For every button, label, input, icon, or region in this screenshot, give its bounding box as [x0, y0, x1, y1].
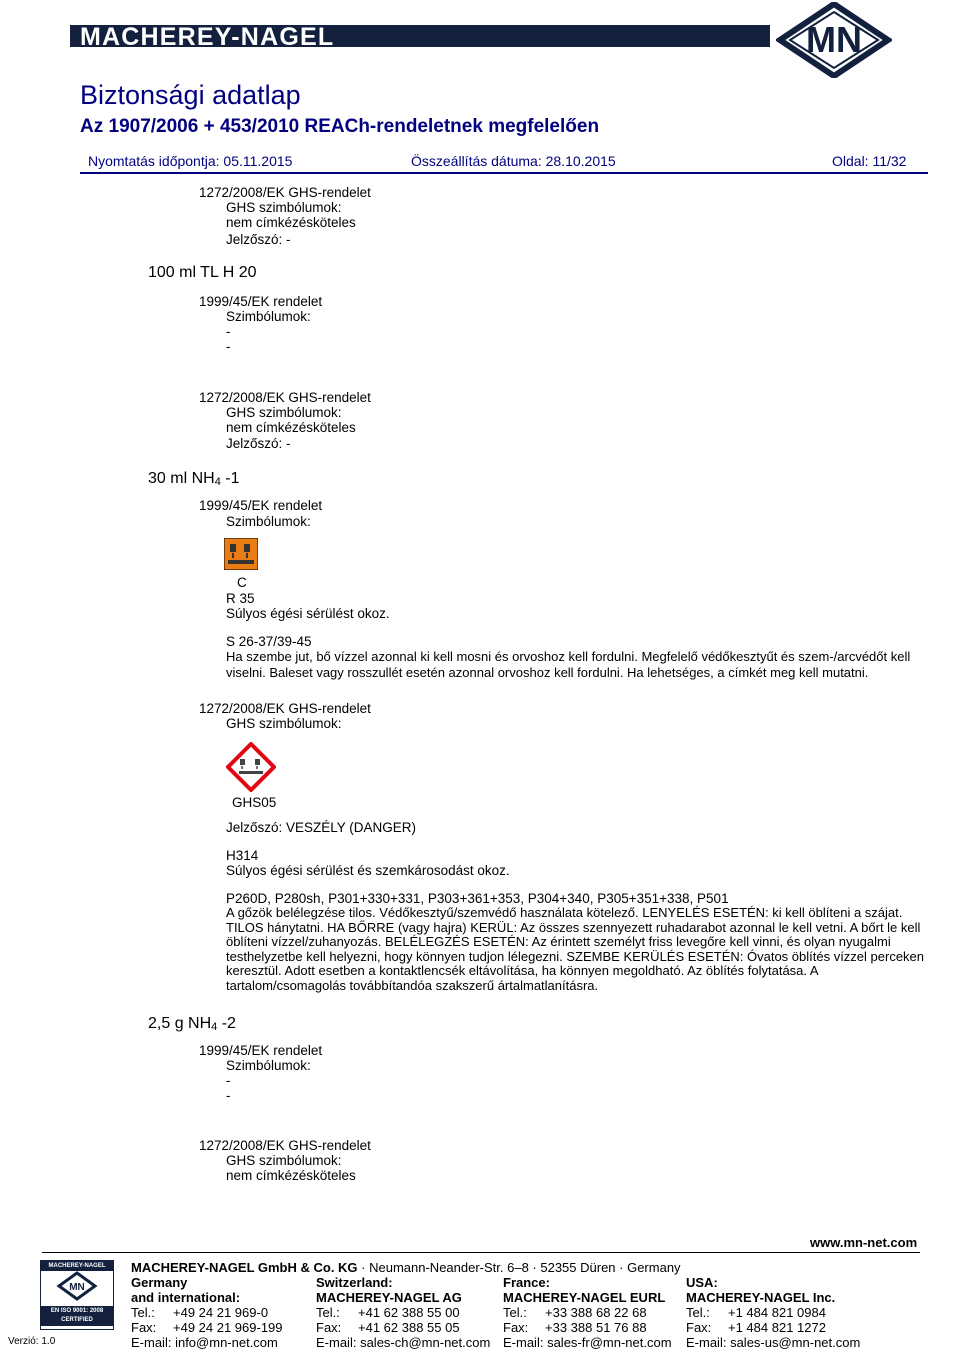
compile-date: Összeállítás dátuma: 28.10.2015 — [411, 153, 616, 169]
symbols-label: Szimbólumok: — [226, 309, 311, 324]
s-phrase-text: Ha szembe jut, bő vízzel azonnal ki kell mosni és orvoshoz kell fordulni. Megfelelő védőkesztyűt és szem-/arcvédőt kell viselni. Baleset vagy rosszullét esetén azonnal orvoshoz kell fordulni. Ha lehetséges, a címkét meg kell mutatni. — [226, 649, 911, 680]
phone-number: +1 484 821 0984 — [728, 1305, 826, 1320]
version-label: Verzió: 1.0 — [8, 1336, 56, 1347]
col-heading: Germany — [131, 1275, 188, 1290]
col-heading: USA: — [686, 1275, 718, 1290]
ghs-symbols-label: GHS szimbólumok: — [226, 405, 342, 420]
symbols-label: Szimbólumok: — [226, 514, 311, 529]
h-statement-text: Súlyos égési sérülést és szemkárosodást okoz. — [226, 863, 510, 878]
fax-number: +49 24 21 969-199 — [173, 1320, 283, 1335]
s-phrase-code: S 26-37/39-45 — [226, 634, 312, 649]
product-name: 2,5 g NH4 -2 — [148, 1015, 236, 1033]
email-link[interactable]: sales-fr@mn-net.com — [547, 1335, 672, 1350]
r-phrase-text: Súlyos égési sérülést okoz. — [226, 606, 390, 621]
col-subheading: MACHEREY-NAGEL Inc. — [686, 1290, 836, 1305]
company-name: MACHEREY-NAGEL GmbH & Co. KG — [131, 1260, 358, 1275]
website-link[interactable]: www.mn-net.com — [810, 1235, 918, 1250]
corrosive-hazard-icon — [224, 538, 258, 570]
ghs-symbols-label: GHS szimbólumok: — [226, 1153, 342, 1168]
ghs-symbols-label: GHS szimbólumok: — [226, 200, 342, 215]
ghs-regulation-label: 1272/2008/EK GHS-rendelet — [199, 390, 371, 405]
email-link[interactable]: info@mn-net.com — [175, 1335, 278, 1350]
badge-mn-icon — [41, 1271, 113, 1301]
badge-brand: MACHEREY-NAGEL — [41, 1261, 113, 1271]
ghs-regulation-label: 1272/2008/EK GHS-rendelet — [199, 185, 371, 200]
symbol-none: - — [226, 339, 231, 354]
dsd-regulation-label: 1999/45/EK rendelet — [199, 1043, 323, 1058]
page-subtitle: Az 1907/2006 + 453/2010 REACh-rendeletnek megfelelően — [80, 116, 600, 137]
p-statement-codes: P260D, P280sh, P301+330+331, P303+361+353, P304+340, P305+351+338, P501 — [226, 891, 729, 906]
certification-badge — [40, 1260, 114, 1330]
dsd-symbol-code: C — [237, 575, 247, 590]
ghs05-corrosion-icon — [226, 742, 276, 792]
ghs-regulation-label: 1272/2008/EK GHS-rendelet — [199, 1138, 371, 1153]
col-heading: Switzerland: — [316, 1275, 393, 1290]
header-rule — [80, 172, 928, 174]
symbol-none: - — [226, 324, 231, 339]
fax-number: +1 484 821 1272 — [728, 1320, 826, 1335]
company-address: · Neumann-Neander-Str. 6–8 · 52355 Düren · Germany — [357, 1260, 681, 1275]
badge-cert-line2: CERTIFIED — [61, 1317, 93, 1323]
p-statement-text: A gőzök belélegzése tilos. Védőkesztyű/szemvédő használata kötelező. LENYELÉS ESETÉN: ki kell öblíteni a szájat. TILOS hánytatni. HA BŐRRE (vagy hajra) KERÜL: Az összes szennyezett ruhadarabot azonnal le kell vetni. A bőrt le kell öblíteni vízzel/zuhanyozás. BELÉLEGZÉS ESETÉN: Az érintett személyt friss levegőre kell vinni, és olyan nyugalmi testhelyzetbe kell helyezni, hogy könnyen tudjon lélegezni. SZEMBE KERÜLÉS ESETÉN: Óvatos öblítés vízzel perceken keresztül. Adott esetben a kontaktlencsék eltávolítása, ha könnyen megoldható. Az öblítés folytatása. A tartalom/csomagolás továbbítandóa szakszerű ártalmatlanításra. — [226, 905, 925, 993]
col-subheading: MACHEREY-NAGEL AG — [316, 1290, 462, 1305]
product-name: 30 ml NH4 -1 — [148, 470, 240, 488]
contact-col-germany: Germany and international: Tel.: +49 24 21 969-0 Fax: +49 24 21 969-199 E-mail: info@mn-net.com — [131, 1275, 283, 1350]
page-number: Oldal: 11/32 — [832, 153, 907, 169]
not-labelled-text: nem címkézésköteles — [226, 1168, 356, 1183]
h-statement-code: H314 — [226, 848, 259, 863]
svg-text:MN: MN — [69, 1282, 85, 1293]
signal-word: Jelzőszó: - — [226, 232, 291, 247]
phone-number: +49 24 21 969-0 — [173, 1305, 269, 1320]
col-heading: France: — [503, 1275, 550, 1290]
page-title: Biztonsági adatlap — [80, 80, 301, 110]
email-link[interactable]: sales-us@mn-net.com — [730, 1335, 861, 1350]
symbol-none: - — [226, 1073, 231, 1088]
brand-name: MACHEREY-NAGEL — [80, 23, 335, 51]
contact-col-switzerland: Switzerland: MACHEREY-NAGEL AG Tel.: +41 62 388 55 00 Fax: +41 62 388 55 05 E-mail: sales-ch@mn-net.com — [316, 1275, 491, 1350]
company-line — [131, 1260, 681, 1275]
col-subheading: MACHEREY-NAGEL EURL — [503, 1290, 666, 1305]
badge-cert-line1: EN ISO 9001: 2008 — [50, 1308, 104, 1314]
signal-word: Jelzőszó: VESZÉLY (DANGER) — [226, 820, 417, 835]
symbols-label: Szimbólumok: — [226, 1058, 311, 1073]
dsd-regulation-label: 1999/45/EK rendelet — [199, 498, 323, 513]
fax-number: +41 62 388 55 05 — [358, 1320, 460, 1335]
ghs-regulation-label: 1272/2008/EK GHS-rendelet — [199, 701, 371, 716]
ghs-symbols-label: GHS szimbólumok: — [226, 716, 342, 731]
r-phrase-code: R 35 — [226, 591, 255, 606]
phone-number: +41 62 388 55 00 — [358, 1305, 460, 1320]
product-name: 100 ml TL H 20 — [148, 264, 257, 281]
mn-logo-icon — [776, 2, 892, 78]
email-link[interactable]: sales-ch@mn-net.com — [360, 1335, 491, 1350]
ghs-pictogram-code: GHS05 — [232, 795, 277, 810]
fax-number: +33 388 51 76 88 — [545, 1320, 647, 1335]
symbol-none: - — [226, 1088, 231, 1103]
footer-rule — [42, 1252, 920, 1253]
contact-col-usa: USA: MACHEREY-NAGEL Inc. Tel.: +1 484 821 0984 Fax: +1 484 821 1272 E-mail: sales-us@mn-net.com — [686, 1275, 861, 1350]
phone-number: +33 388 68 22 68 — [545, 1305, 647, 1320]
not-labelled-text: nem címkézésköteles — [226, 215, 356, 230]
contact-col-france: France: MACHEREY-NAGEL EURL Tel.: +33 388 68 22 68 Fax: +33 388 51 76 88 E-mail: sales-fr@mn-net.com — [503, 1275, 672, 1350]
col-subheading: and international: — [131, 1290, 241, 1305]
dsd-regulation-label: 1999/45/EK rendelet — [199, 294, 323, 309]
logo-text: MN — [806, 19, 862, 60]
signal-word: Jelzőszó: - — [226, 436, 291, 451]
not-labelled-text: nem címkézésköteles — [226, 420, 356, 435]
print-date: Nyomtatás időpontja: 05.11.2015 — [88, 153, 293, 169]
